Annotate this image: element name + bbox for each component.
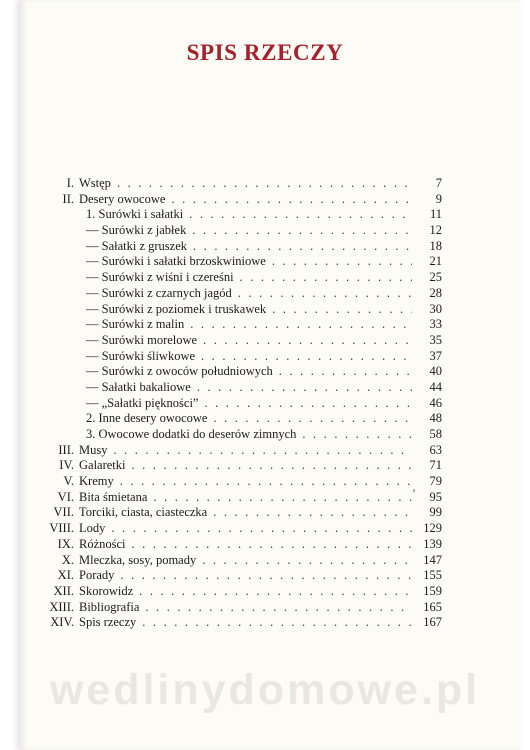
toc-entry-page: 35 bbox=[429, 332, 442, 347]
toc-entry bbox=[62, 176, 442, 192]
toc-entry-page: 28 bbox=[429, 285, 442, 300]
toc-entry-label: — Surówki z owoców południowych bbox=[86, 364, 273, 379]
toc-entry-page: 46 bbox=[429, 395, 442, 410]
dot-leader bbox=[272, 254, 412, 270]
toc-entry bbox=[62, 317, 442, 333]
toc-entry bbox=[62, 302, 442, 318]
dot-leader bbox=[272, 302, 412, 318]
page-title: SPIS RZECZY bbox=[186, 40, 344, 65]
toc-entry bbox=[62, 396, 442, 412]
toc-entry-page: 33 bbox=[429, 317, 442, 332]
toc-entry-label: Skorowidz bbox=[79, 583, 134, 598]
toc-entry-line bbox=[79, 474, 442, 490]
toc-entry-label: — Surówki z wiśni i czereśni bbox=[86, 270, 234, 285]
toc-entry bbox=[49, 521, 442, 537]
toc-entry-number: XII. bbox=[53, 583, 74, 598]
dot-leader bbox=[192, 223, 412, 239]
toc-entry-line bbox=[86, 254, 442, 270]
dot-leader bbox=[171, 192, 412, 208]
toc-entry bbox=[62, 239, 442, 255]
toc-entry-line bbox=[86, 223, 442, 239]
toc-entry bbox=[49, 599, 442, 616]
toc-entry bbox=[62, 286, 442, 302]
toc-entry-line bbox=[79, 521, 442, 537]
toc-entry-label: — Surówki z jabłek bbox=[86, 223, 187, 238]
toc-entry-line bbox=[86, 286, 442, 302]
toc-entry-label: Wstęp bbox=[79, 176, 111, 190]
toc-entry-page: 147 bbox=[423, 552, 442, 567]
toc-entry-line bbox=[86, 270, 442, 286]
toc-entry bbox=[62, 192, 442, 208]
toc-entry-label: Bita śmietana bbox=[79, 489, 148, 504]
toc-entry-page: 11 bbox=[429, 207, 442, 222]
toc-entry-number: VII. bbox=[53, 505, 74, 520]
toc-entry bbox=[59, 458, 442, 474]
toc-entry-label: Spis rzeczy bbox=[79, 615, 137, 630]
toc-entry bbox=[62, 427, 442, 443]
toc-entry-page: 159 bbox=[423, 583, 442, 598]
toc-entry-line bbox=[86, 333, 442, 349]
toc-entry-label: Galaretki bbox=[79, 458, 126, 473]
dot-leader bbox=[204, 396, 412, 412]
dot-leader bbox=[193, 239, 412, 255]
toc-entry-number: IX. bbox=[57, 536, 74, 551]
toc-entry-number: XIII. bbox=[49, 599, 74, 614]
toc-entry-label: — Surówki z czarnych jagód bbox=[86, 285, 232, 300]
toc-entry-line bbox=[86, 349, 442, 365]
toc-entry bbox=[50, 615, 442, 631]
toc-entry-number: X. bbox=[61, 552, 74, 567]
toc-entry bbox=[62, 553, 442, 569]
toc-entry bbox=[57, 536, 442, 553]
dot-leader bbox=[302, 427, 412, 443]
toc-entry-line bbox=[79, 584, 442, 600]
toc-entry-label: Porady bbox=[79, 568, 115, 583]
toc-entry-number: II. bbox=[62, 191, 74, 206]
dot-leader bbox=[132, 458, 412, 474]
toc-entry-label: Torciki, ciasta, ciasteczka bbox=[79, 505, 208, 520]
toc-entry-label: 3. Owocowe dodatki do deserów zimnych bbox=[86, 427, 297, 441]
dot-leader bbox=[213, 411, 412, 427]
toc-entry-number: I. bbox=[66, 176, 74, 190]
toc-entry-line bbox=[79, 458, 442, 474]
toc-entry-page: 71 bbox=[429, 458, 442, 473]
toc-entry-line bbox=[79, 490, 442, 506]
toc-entry bbox=[62, 333, 442, 349]
toc-entry-line bbox=[86, 207, 442, 223]
toc-entry-label: Desery owocowe bbox=[79, 191, 166, 206]
toc-entry-label: 2. Inne desery owocowe bbox=[86, 411, 208, 426]
watermark: wedlinydomowe.pl bbox=[49, 666, 481, 714]
toc-entry bbox=[62, 254, 442, 270]
dot-leader bbox=[240, 270, 412, 286]
toc-entry-label: — Surówki z poziomek i truskawek bbox=[86, 301, 267, 316]
toc-entry-line bbox=[79, 568, 442, 584]
toc-entry-page: 12 bbox=[429, 223, 442, 238]
table-of-contents bbox=[49, 176, 442, 631]
toc-entry-number: III. bbox=[58, 442, 74, 457]
toc-entry-number: IV. bbox=[59, 458, 74, 473]
toc-entry-page: 95 bbox=[429, 489, 442, 504]
toc-entry-line bbox=[79, 192, 442, 208]
toc-entry bbox=[53, 505, 442, 521]
toc-entry-label: Mleczka, sosy, pomady bbox=[79, 552, 197, 567]
toc-entry-page: 139 bbox=[423, 536, 442, 551]
toc-entry bbox=[62, 474, 442, 490]
toc-entry-line bbox=[86, 364, 442, 380]
dot-leader bbox=[139, 584, 412, 600]
dot-leader bbox=[111, 521, 412, 537]
toc-entry-page: 21 bbox=[429, 254, 442, 269]
toc-entry bbox=[62, 223, 442, 239]
toc-entry-line bbox=[79, 176, 442, 192]
toc-entry-line bbox=[79, 600, 442, 616]
toc-entry-label: Bibliografia bbox=[79, 599, 140, 614]
toc-entry bbox=[62, 364, 442, 380]
dot-leader bbox=[238, 286, 412, 302]
toc-entry-page: 155 bbox=[423, 568, 442, 583]
dot-leader bbox=[197, 380, 412, 396]
toc-entry-page: 48 bbox=[429, 411, 442, 426]
dot-leader bbox=[120, 568, 412, 584]
toc-entry-page: 165 bbox=[423, 599, 442, 614]
toc-entry-label: 1. Surówki i sałatki bbox=[86, 207, 184, 222]
toc-entry-line bbox=[79, 443, 442, 459]
toc-entry bbox=[57, 489, 442, 506]
toc-entry-line bbox=[79, 553, 442, 569]
stray-mark: ’ bbox=[412, 486, 416, 500]
toc-entry-line bbox=[86, 302, 442, 318]
toc-entry-label: — Surówki z malin bbox=[86, 317, 185, 332]
toc-entry-page: 30 bbox=[429, 301, 442, 316]
toc-entry-page: 79 bbox=[429, 474, 442, 489]
toc-entry-number: V. bbox=[63, 474, 74, 489]
toc-entry-page: 9 bbox=[435, 191, 442, 206]
dot-leader bbox=[279, 364, 412, 380]
toc-entry-line bbox=[86, 380, 442, 396]
toc-entry-label: — Sałatki z gruszek bbox=[86, 238, 188, 253]
dot-leader bbox=[142, 615, 412, 631]
toc-entry-page: 63 bbox=[429, 442, 442, 457]
toc-entry-page: 40 bbox=[429, 364, 442, 379]
dot-leader bbox=[202, 553, 412, 569]
toc-entry bbox=[62, 380, 442, 396]
dot-leader bbox=[190, 317, 412, 333]
toc-entry-page: 18 bbox=[429, 238, 442, 253]
toc-entry-page: 7 bbox=[435, 176, 442, 190]
toc-entry bbox=[62, 270, 442, 286]
toc-entry-line bbox=[86, 317, 442, 333]
toc-entry-label: Lody bbox=[79, 521, 106, 536]
toc-entry bbox=[62, 349, 442, 365]
toc-entry-page: 167 bbox=[423, 615, 442, 630]
toc-entry-line bbox=[86, 411, 442, 427]
toc-entry-label: — Surówki i sałatki brzoskwiniowe bbox=[86, 254, 266, 269]
toc-entry-label: — Surówki śliwkowe bbox=[86, 348, 196, 363]
toc-entry-number: VIII. bbox=[49, 521, 74, 536]
toc-entry-label: — „Sałatki piękności” bbox=[86, 395, 199, 410]
dot-leader bbox=[132, 537, 412, 553]
dot-leader bbox=[117, 176, 412, 192]
toc-entry-page: 25 bbox=[429, 270, 442, 285]
toc-entry-line bbox=[86, 396, 442, 412]
toc-entry-label: Kremy bbox=[79, 474, 114, 489]
toc-entry-page: 129 bbox=[423, 521, 442, 536]
toc-entry-line bbox=[79, 615, 442, 631]
toc-entry bbox=[62, 207, 442, 223]
toc-entry bbox=[57, 568, 442, 584]
dot-leader bbox=[201, 349, 412, 365]
toc-entry bbox=[53, 583, 442, 600]
toc-entry-number: XIV. bbox=[50, 615, 74, 630]
toc-entry-label: — Sałatki bakaliowe bbox=[86, 379, 191, 394]
dot-leader bbox=[145, 600, 412, 616]
dot-leader bbox=[120, 474, 412, 490]
toc-entry-page: 99 bbox=[429, 505, 442, 520]
toc-entry-line bbox=[86, 239, 442, 255]
dot-leader bbox=[213, 505, 412, 521]
toc-entry-number: XI. bbox=[57, 568, 74, 583]
dot-leader bbox=[203, 333, 412, 349]
toc-entry-page: 37 bbox=[429, 348, 442, 363]
dot-leader bbox=[189, 207, 412, 223]
toc-entry-label: Różności bbox=[79, 536, 126, 551]
toc-entry-line bbox=[79, 505, 442, 521]
toc-entry-number: VI. bbox=[57, 489, 74, 504]
toc-entry-line bbox=[79, 537, 442, 553]
toc-entry-label: Musy bbox=[79, 442, 108, 457]
toc-entry bbox=[62, 411, 442, 427]
dot-leader bbox=[113, 443, 412, 459]
toc-entry-line bbox=[86, 427, 442, 443]
toc-entry bbox=[58, 442, 442, 459]
dot-leader bbox=[153, 490, 412, 506]
toc-entry-label: — Surówki morelowe bbox=[86, 332, 198, 347]
toc-entry-page: 44 bbox=[429, 379, 442, 394]
toc-entry-page: 58 bbox=[429, 427, 442, 441]
